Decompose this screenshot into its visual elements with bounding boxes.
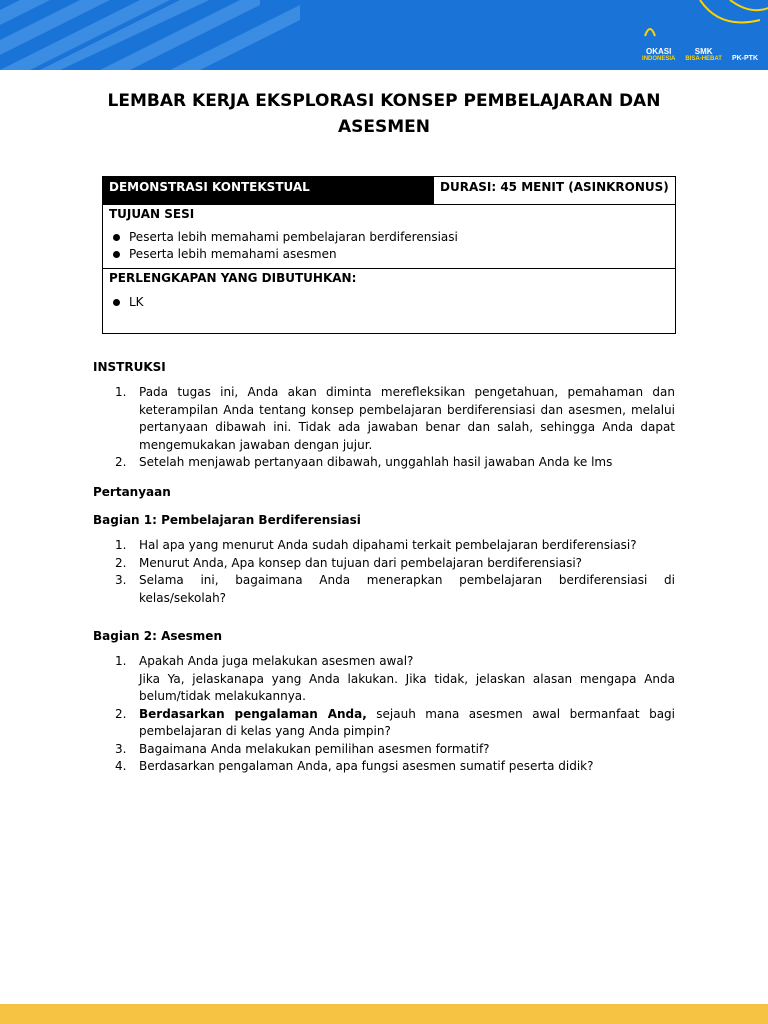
bagian1-list	[93, 537, 675, 607]
pkptk-logo: PK-PTK	[732, 55, 758, 62]
perlengkapan-list	[109, 294, 669, 311]
pkptk-icon	[642, 22, 658, 38]
pertanyaan-title: Pertanyaan	[93, 485, 171, 499]
tujuan-list	[109, 229, 669, 263]
smk-logo: SMK BISA-HEBAT	[685, 47, 722, 62]
session-info-box	[102, 176, 676, 334]
instruksi-list	[93, 384, 675, 472]
tujuan-section	[103, 205, 675, 269]
session-type-label: DEMONSTRASI KONTEKSTUAL	[103, 177, 433, 204]
list-item: LK	[109, 294, 669, 311]
list-item: 3. Bagaimana Anda melakukan pemilihan asesmen formatif?	[115, 741, 490, 756]
instruksi-section	[93, 360, 675, 472]
list-item: 1. Apakah Anda juga melakukan asesmen awal? Jika Ya, jelaskanapa yang Anda lakukan. Jika tidak, jelaskan alasan mengapa Anda belum/tidak melakukannya.	[115, 654, 675, 703]
list-item: 3. Selama ini, bagaimana Anda menerapkan pembelajaran berdiferensiasi di kelas/sekolah?	[115, 573, 675, 605]
header-band	[0, 0, 768, 70]
session-duration-label: DURASI: 45 MENIT (ASINKRONUS)	[433, 177, 675, 204]
bagian1-title: Bagian 1: Pembelajaran Berdiferensiasi	[93, 513, 361, 527]
okasi-logo: OKASI INDONESIA	[642, 47, 676, 62]
list-item: 1. Hal apa yang menurut Anda sudah dipahami terkait pembelajaran berdiferensiasi?	[115, 538, 637, 552]
bagian2-section	[93, 629, 675, 776]
list-item: 2. Menurut Anda, Apa konsep dan tujuan dari pembelajaran berdiferensiasi?	[115, 555, 583, 570]
bagian2-title: Bagian 2: Asesmen	[93, 629, 222, 643]
list-item: Peserta lebih memahami asesmen	[109, 246, 669, 263]
instruksi-title: INSTRUKSI	[93, 360, 166, 374]
tujuan-title: TUJUAN SESI	[109, 207, 195, 221]
list-item: 2. Setelah menjawab pertanyaan dibawah, unggahlah hasil jawaban Anda ke lms	[115, 455, 613, 469]
footer-band	[0, 1004, 768, 1024]
header-logos	[642, 22, 758, 62]
list-item: 4. Berdasarkan pengalaman Anda, apa fungsi asesmen sumatif peserta didik?	[115, 759, 594, 773]
perlengkapan-section	[103, 269, 675, 333]
list-item: 2. Berdasarkan pengalaman Anda, sejauh mana asesmen awal bermanfaat bagi pembelajaran di kelas yang Anda pimpin?	[115, 706, 675, 738]
session-header-row	[103, 177, 675, 205]
list-item: Peserta lebih memahami pembelajaran berdiferensiasi	[109, 229, 669, 246]
list-item: 1. Pada tugas ini, Anda akan diminta merefleksikan pengetahuan, pemahaman dan keterampilan Anda tentang konsep pembelajaran berdiferensiasi dan asesmen, melalui pertanyaan dibawah ini. Tidak ada jawaban benar dan salah, sehingga Anda dapat mengemukakan jawaban dengan jujur.	[115, 385, 675, 452]
bagian2-list	[93, 653, 675, 776]
bagian1-section	[93, 513, 675, 607]
perlengkapan-title: PERLENGKAPAN YANG DIBUTUHKAN:	[109, 271, 357, 285]
page-title: LEMBAR KERJA EKSPLORASI KONSEP PEMBELAJARAN DAN ASESMEN	[107, 91, 661, 137]
